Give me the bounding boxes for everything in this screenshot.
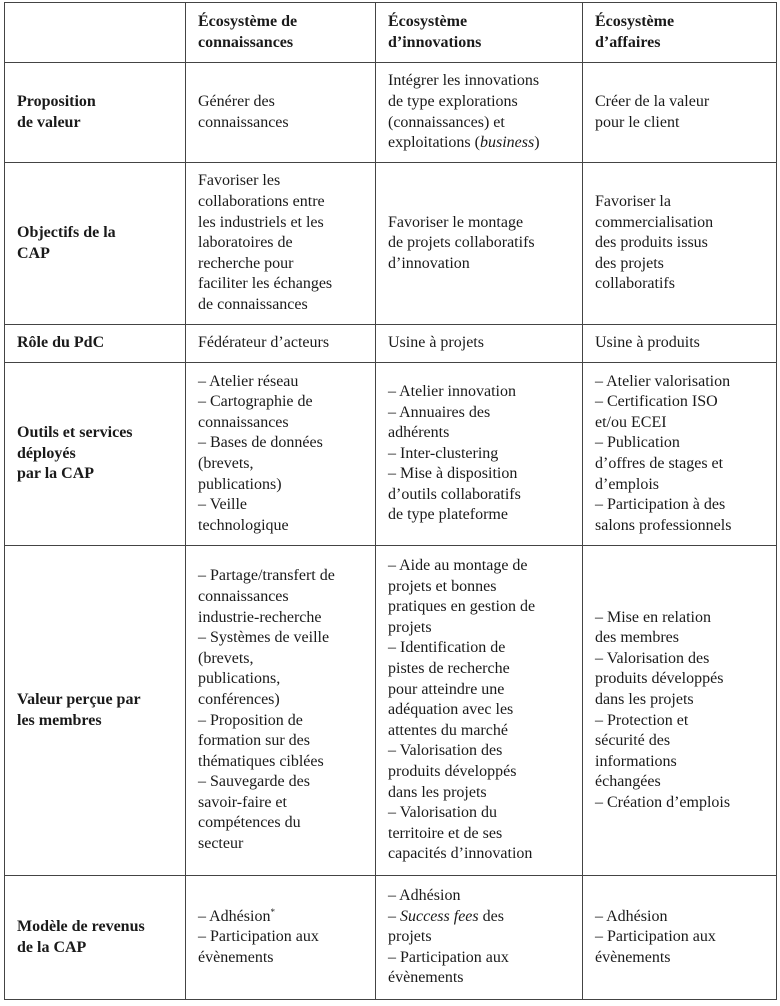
cell-line bbox=[198, 711, 367, 732]
text-run: salons professionnels bbox=[595, 516, 732, 534]
text-run: – Valorisation des bbox=[595, 649, 710, 667]
text-run: dans les projets bbox=[595, 690, 694, 708]
text-run: projets bbox=[388, 618, 432, 636]
cell-line bbox=[388, 741, 574, 762]
italic-run: Success fees bbox=[400, 907, 479, 925]
text-run: projets et bonnes bbox=[388, 577, 497, 595]
text-run: Usine à produits bbox=[595, 334, 700, 352]
text-run: – Systèmes de veille bbox=[198, 629, 330, 647]
row-label bbox=[5, 63, 186, 163]
row-label-line: par la CAP bbox=[17, 465, 95, 483]
text-run: – Protection et bbox=[595, 711, 689, 729]
cell-line bbox=[595, 413, 768, 434]
text-run: industrie-recherche bbox=[198, 608, 322, 626]
text-run: – Partage/transfert de bbox=[198, 567, 335, 585]
text-run: – Atelier innovation bbox=[388, 382, 516, 400]
cell-line bbox=[595, 752, 768, 773]
text-run: – Veille bbox=[198, 496, 248, 514]
cell-line bbox=[595, 669, 768, 690]
text-run: Créer de la valeur bbox=[595, 92, 710, 110]
cell-line bbox=[595, 433, 768, 454]
row-label-line: CAP bbox=[17, 244, 50, 262]
cell-line bbox=[198, 433, 367, 454]
cell-line bbox=[388, 948, 574, 969]
cell-line bbox=[388, 233, 574, 254]
text-run: – Création d’emplois bbox=[595, 793, 731, 811]
table-cell bbox=[376, 163, 583, 325]
cell-line bbox=[388, 783, 574, 804]
cell-line bbox=[595, 192, 768, 213]
text-run: laboratoires de bbox=[198, 234, 293, 252]
cell-line bbox=[595, 113, 768, 134]
cell-line bbox=[198, 392, 367, 413]
cell-line bbox=[595, 731, 768, 752]
text-run: publications) bbox=[198, 475, 282, 493]
cell-line bbox=[388, 133, 574, 154]
row-label bbox=[5, 163, 186, 325]
header-ecosysteme-innovations bbox=[376, 3, 583, 63]
footnote-marker: * bbox=[270, 906, 275, 917]
cell-line bbox=[388, 618, 574, 639]
cell-line bbox=[388, 968, 574, 989]
cell-line bbox=[388, 71, 574, 92]
table-cell bbox=[583, 163, 777, 325]
row-label-line: Rôle du PdC bbox=[17, 334, 105, 352]
table-cell bbox=[186, 546, 376, 876]
cell-line bbox=[595, 711, 768, 732]
text-run: évènements bbox=[198, 948, 274, 966]
text-run: évènements bbox=[388, 969, 464, 987]
text-run: – Aide au montage de bbox=[388, 557, 528, 575]
text-run: collaborations entre bbox=[198, 193, 325, 211]
table-cell bbox=[186, 363, 376, 546]
text-run: adéquation avec les bbox=[388, 701, 514, 719]
cell-line bbox=[388, 423, 574, 444]
text-run: commercialisation bbox=[595, 213, 714, 231]
header-ecosysteme-connaissances bbox=[186, 3, 376, 63]
cell-line bbox=[388, 659, 574, 680]
table-cell bbox=[376, 546, 583, 876]
text-run: thématiques ciblées bbox=[198, 752, 324, 770]
header-row bbox=[5, 3, 777, 63]
text-run: – Adhésion bbox=[595, 907, 668, 925]
text-run: de type plateforme bbox=[388, 506, 508, 524]
cell-line bbox=[388, 927, 574, 948]
cell-line bbox=[388, 382, 574, 403]
cell-line bbox=[388, 403, 574, 424]
text-run: – Adhésion bbox=[198, 907, 271, 925]
cell-line bbox=[198, 92, 367, 113]
cell-line bbox=[388, 333, 574, 354]
text-run: – Participation à des bbox=[595, 496, 726, 514]
cell-line bbox=[595, 927, 768, 948]
cell-line bbox=[388, 638, 574, 659]
row-label bbox=[5, 546, 186, 876]
cell-line bbox=[198, 649, 367, 670]
cell-line bbox=[198, 690, 367, 711]
cell-line bbox=[388, 907, 574, 928]
text-run: d’offres de stages et bbox=[595, 455, 724, 472]
text-run: (brevets, bbox=[198, 649, 254, 667]
cell-line bbox=[198, 475, 367, 496]
text-run: collaboratifs bbox=[595, 275, 675, 293]
text-run: Générer des bbox=[198, 92, 275, 110]
text-run: attentes du marché bbox=[388, 721, 508, 739]
text-run: informations bbox=[595, 752, 677, 770]
row-label-line: de valeur bbox=[17, 113, 81, 131]
header-line: d’innovations bbox=[388, 33, 482, 51]
row-objectifs bbox=[5, 163, 777, 325]
row-label-line: Proposition bbox=[17, 92, 96, 110]
text-run: Fédérateur d’acteurs bbox=[198, 334, 330, 352]
text-run: – Mise à disposition bbox=[388, 465, 518, 483]
text-run: produits développés bbox=[595, 670, 724, 688]
text-run: Favoriser les bbox=[198, 172, 281, 190]
text-run: Favoriser la bbox=[595, 193, 671, 211]
cell-line bbox=[388, 113, 574, 134]
text-run: échangées bbox=[595, 773, 661, 791]
cell-line bbox=[388, 577, 574, 598]
cell-line bbox=[388, 762, 574, 783]
cell-line bbox=[198, 274, 367, 295]
text-run: pour le client bbox=[595, 113, 680, 131]
cell-line bbox=[595, 772, 768, 793]
text-run: – Proposition de bbox=[198, 711, 303, 729]
cell-line bbox=[595, 92, 768, 113]
table-cell bbox=[376, 63, 583, 163]
italic-run: business bbox=[479, 134, 535, 152]
table-cell bbox=[186, 63, 376, 163]
cell-line bbox=[388, 485, 574, 506]
text-run: des membres bbox=[595, 629, 679, 647]
cell-line bbox=[198, 628, 367, 649]
text-run: faciliter les échanges bbox=[198, 275, 333, 293]
text-run: savoir-faire et bbox=[198, 793, 287, 811]
row-outils-services bbox=[5, 363, 777, 546]
text-run: d’innovation bbox=[388, 254, 470, 272]
row-modele-revenus bbox=[5, 876, 777, 1000]
cell-line bbox=[198, 834, 367, 855]
text-run: de type explorations bbox=[388, 92, 518, 110]
cell-line bbox=[388, 680, 574, 701]
cap-ecosystem-table bbox=[4, 2, 777, 1000]
text-run: des projets bbox=[595, 254, 664, 272]
cell-line bbox=[595, 628, 768, 649]
text-run: territoire et de ses bbox=[388, 824, 503, 842]
text-run: d’outils collaboratifs bbox=[388, 485, 521, 503]
cell-line bbox=[388, 213, 574, 234]
text-run: capacités d’innovation bbox=[388, 845, 533, 863]
cell-line bbox=[198, 372, 367, 393]
text-run: – Annuaires des bbox=[388, 403, 491, 421]
cell-line bbox=[198, 813, 367, 834]
cell-line bbox=[388, 824, 574, 845]
text-run: de connaissances bbox=[198, 295, 308, 313]
cell-line bbox=[595, 793, 768, 814]
text-run: produits développés bbox=[388, 762, 517, 780]
text-run: – Sauvegarde des bbox=[198, 773, 310, 791]
text-run: – Participation aux bbox=[198, 928, 319, 946]
row-label-line: Modèle de revenus bbox=[17, 917, 145, 935]
text-run: dans les projets bbox=[388, 783, 487, 801]
table-cell bbox=[583, 876, 777, 1000]
text-run: technologique bbox=[198, 516, 289, 534]
cell-line bbox=[388, 700, 574, 721]
cell-line bbox=[595, 948, 768, 969]
table-cell bbox=[376, 876, 583, 1000]
cell-line bbox=[595, 475, 768, 496]
text-run: – Certification ISO bbox=[595, 393, 718, 411]
table-cell bbox=[583, 325, 777, 363]
row-label bbox=[5, 363, 186, 546]
cell-line bbox=[198, 413, 367, 434]
row-valeur-percue bbox=[5, 546, 777, 876]
cell-line bbox=[198, 113, 367, 134]
text-run: adhérents bbox=[388, 424, 450, 442]
text-run: des produits issus bbox=[595, 234, 708, 252]
text-run: – Atelier réseau bbox=[198, 372, 299, 390]
text-run: conférences) bbox=[198, 690, 280, 708]
text-run: – Valorisation des bbox=[388, 742, 503, 760]
header-line: Écosystème bbox=[388, 12, 468, 30]
text-run: compétences du bbox=[198, 814, 301, 832]
cell-line bbox=[198, 731, 367, 752]
row-label-line: Objectifs de la bbox=[17, 223, 116, 241]
cell-line bbox=[198, 566, 367, 587]
text-run: – Participation aux bbox=[595, 928, 716, 946]
header-line: Écosystème bbox=[595, 12, 675, 30]
text-run: sécurité des bbox=[595, 732, 671, 750]
cell-line bbox=[198, 516, 367, 537]
text-run: de projets collaboratifs bbox=[388, 234, 535, 252]
cell-line bbox=[198, 213, 367, 234]
cell-line bbox=[595, 608, 768, 629]
cell-line bbox=[595, 392, 768, 413]
text-run: formation sur des bbox=[198, 732, 310, 750]
cell-line bbox=[198, 192, 367, 213]
table-cell bbox=[186, 876, 376, 1000]
cell-line bbox=[198, 608, 367, 629]
table-body bbox=[5, 3, 777, 1000]
table-cell bbox=[583, 63, 777, 163]
cell-line bbox=[595, 649, 768, 670]
header-line: connaissances bbox=[198, 33, 294, 51]
cell-line bbox=[388, 556, 574, 577]
text-run: connaissances bbox=[198, 113, 289, 131]
text-run: connaissances bbox=[198, 587, 289, 605]
text-run: Intégrer les innovations bbox=[388, 72, 540, 90]
cell-line bbox=[198, 295, 367, 316]
row-label bbox=[5, 325, 186, 363]
row-label-line: déployés bbox=[17, 444, 76, 462]
text-run: – Publication bbox=[595, 434, 680, 452]
cell-line bbox=[198, 907, 367, 928]
cell-line bbox=[595, 372, 768, 393]
cell-line bbox=[595, 454, 768, 475]
cell-line bbox=[388, 92, 574, 113]
row-label-line: Valeur perçue par bbox=[17, 690, 141, 708]
table-cell bbox=[583, 546, 777, 876]
row-proposition-de-valeur bbox=[5, 63, 777, 163]
text-run: – Identification de bbox=[388, 639, 506, 657]
text-run: évènements bbox=[595, 948, 671, 966]
row-label bbox=[5, 876, 186, 1000]
cell-line bbox=[388, 803, 574, 824]
header-ecosysteme-affaires bbox=[583, 3, 777, 63]
cell-line bbox=[198, 948, 367, 969]
header-line: Écosystème de bbox=[198, 12, 298, 30]
cell-line bbox=[198, 171, 367, 192]
cell-line bbox=[595, 233, 768, 254]
cell-line bbox=[198, 927, 367, 948]
cell-line bbox=[388, 721, 574, 742]
text-run: exploitations ( bbox=[388, 134, 480, 152]
cell-line bbox=[198, 587, 367, 608]
text-run: secteur bbox=[198, 835, 244, 853]
text-run: ) bbox=[534, 134, 540, 152]
cell-line bbox=[388, 254, 574, 275]
text-run: Favoriser le montage bbox=[388, 213, 524, 231]
text-run: – Inter-clustering bbox=[388, 444, 499, 462]
text-run: d’emplois bbox=[595, 475, 659, 493]
row-label-line: les membres bbox=[17, 711, 102, 729]
cell-line bbox=[388, 444, 574, 465]
row-role-pdc bbox=[5, 325, 777, 363]
text-run: projets bbox=[388, 928, 432, 946]
text-run: connaissances bbox=[198, 413, 289, 431]
cell-line bbox=[595, 213, 768, 234]
cell-line bbox=[595, 274, 768, 295]
text-run: et/ou ECEI bbox=[595, 413, 667, 431]
text-run: pratiques en gestion de bbox=[388, 598, 536, 616]
text-run: pistes de recherche bbox=[388, 660, 510, 678]
table-cell bbox=[186, 325, 376, 363]
cell-line bbox=[595, 907, 768, 928]
row-label-line: de la CAP bbox=[17, 938, 87, 956]
text-run: (brevets, bbox=[198, 455, 254, 472]
cell-line bbox=[595, 516, 768, 537]
table-cell bbox=[376, 363, 583, 546]
cell-line bbox=[595, 254, 768, 275]
cell-line bbox=[595, 690, 768, 711]
cell-line bbox=[198, 772, 367, 793]
cell-line bbox=[388, 464, 574, 485]
text-run: les industriels et les bbox=[198, 213, 324, 231]
cell-line bbox=[198, 495, 367, 516]
table-cell bbox=[376, 325, 583, 363]
text-run: pour atteindre une bbox=[388, 680, 505, 698]
table-cell bbox=[186, 163, 376, 325]
text-run: – Participation aux bbox=[388, 948, 509, 966]
header-empty bbox=[5, 3, 186, 63]
cell-line bbox=[388, 886, 574, 907]
text-run: publications, bbox=[198, 670, 281, 688]
text-run: – Cartographie de bbox=[198, 393, 313, 411]
cell-line bbox=[198, 752, 367, 773]
text-run: des bbox=[478, 907, 504, 925]
table-cell bbox=[583, 363, 777, 546]
cell-line bbox=[198, 454, 367, 475]
cell-line bbox=[595, 495, 768, 516]
text-run: – Atelier valorisation bbox=[595, 372, 731, 390]
cell-line bbox=[388, 597, 574, 618]
header-line: d’affaires bbox=[595, 33, 661, 51]
text-run: – Valorisation du bbox=[388, 804, 498, 822]
cell-line bbox=[388, 505, 574, 526]
text-run: – Mise en relation bbox=[595, 608, 711, 626]
cell-line bbox=[198, 669, 367, 690]
cell-line bbox=[198, 793, 367, 814]
text-run: (connaissances) et bbox=[388, 113, 505, 131]
cell-line bbox=[388, 844, 574, 865]
text-run: Usine à projets bbox=[388, 334, 484, 352]
cell-line bbox=[198, 254, 367, 275]
text-run: – Adhésion bbox=[388, 887, 461, 905]
text-run: recherche pour bbox=[198, 254, 294, 272]
row-label-line: Outils et services bbox=[17, 424, 133, 442]
cell-line bbox=[595, 333, 768, 354]
text-run: – Bases de données bbox=[198, 434, 323, 452]
cell-line bbox=[198, 233, 367, 254]
text-run: – bbox=[388, 907, 400, 925]
cell-line bbox=[198, 333, 367, 354]
